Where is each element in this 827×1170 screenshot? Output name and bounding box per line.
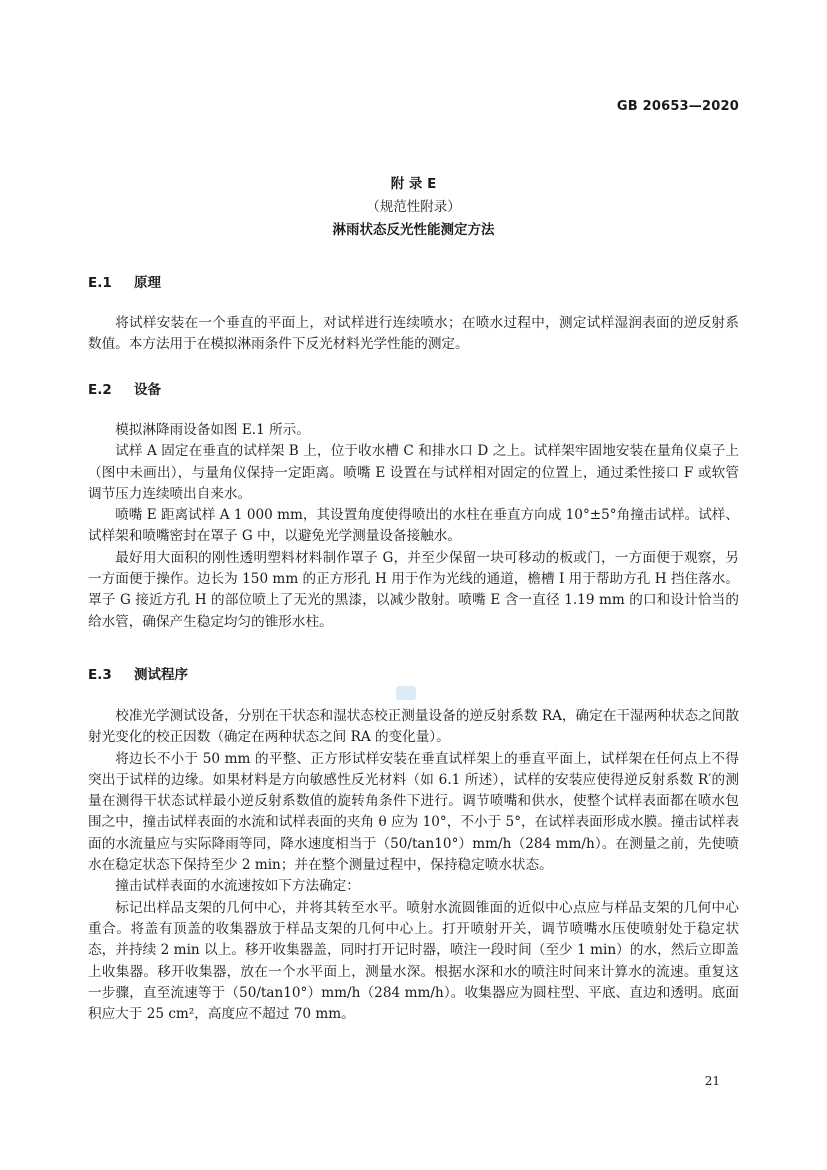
section-body-e1 [88, 313, 739, 356]
paragraph: 标记出样品支架的几何中心，并将其转至水平。喷射水流圆锥面的近似中心点应与样品支架的几何中心重合。将盖有顶盖的收集器放于样品支架的几何中心上。打开喷射开关，调节喷嘴水压使喷射处于稳定状态，并持续 2 min 以上。移开收集器盖，同时打开记时器，喷注一段时间（至少 1 min）的水，然后立即盖上收集器。移开收集器，放在一个水平面上，测量水深。根据水深和水的喷注时间来计算水的流速。重复这一步骤，直至流速等于（50/tan10°）mm/h（284 mm/h）。收集器应为圆柱型、平底、直边和透明。底面积应大于 25 cm²，高度应不超过 70 mm。 [88, 899, 739, 1023]
paragraph: 喷嘴 E 距离试样 A 1 000 mm，其设置角度使得喷出的水柱在垂直方向成 10°±5°角撞击试样。试样、试样架和喷嘴密封在罩子 G 中，以避免光学测量设备接触水。 [88, 507, 739, 545]
paragraph: 校准光学测试设备，分别在干状态和湿状态校正测量设备的逆反射系数 RA，确定在干湿两种状态之间散射光变化的校正因数（确定在两种状态之间 RA 的变化量）。 [88, 708, 739, 746]
section-title: 原理 [134, 275, 161, 291]
section-number: E.2 [88, 382, 112, 398]
paragraph: 试样 A 固定在垂直的试样架 B 上，位于收水槽 C 和排水口 D 之上。试样架牢固地安装在量角仪桌子上（图中未画出），与量角仪保持一定距离。喷嘴 E 设置在与试样相对固定的位置上，通过柔性接口 F 或软管调节压力连续喷出自来水。 [88, 443, 739, 502]
appendix-subtitle: （规范性附录） [366, 199, 461, 215]
watermark-mark [396, 686, 416, 700]
section-number: E.3 [88, 667, 112, 683]
section-heading-e3 [88, 663, 188, 683]
paragraph: 最好用大面积的刚性透明塑料材料制作罩子 G，并至少保留一块可移动的板或门，一方面便于观察，另一方面便于操作。边长为 150 mm 的正方形孔 H 用于作为光线的通道，檐槽 I 用于帮助方孔 H 挡住落水。罩子 G 接近方孔 H 的部位喷上了无光的黑漆，以减少散射。喷嘴 E 含一直径 1.19 mm 的口和设计恰当的给水管，确保产生稳定均匀的锥形水柱。 [88, 549, 739, 630]
paragraph: 将边长不小于 50 mm 的平整、正方形试样安装在垂直试样架上的垂直平面上，试样架在任何点上不得突出于试样的边缘。如果材料是方向敏感性反光材料（如 6.1 所述），试样的安装应使得逆反射系数 R′的测量在测得干状态试样最小逆反射系数值的旋转角条件下进行。调节喷嘴和供水，使整个试样表面都在喷水包围之中，撞击试样表面的水流和试样表面的夹角 θ 应为 10°，不小于 5°，在试样表面形成水膜。撞击试样表面的水流量应与实际降雨等同，降水速度相当于（50/tan10°）mm/h（284 mm/h）。在测量之前，先使喷水在稳定状态下保持至少 2 min；并在整个测量过程中，保持稳定喷水状态。 [88, 750, 739, 874]
appendix-title: 附 录 E [390, 176, 437, 192]
section-number: E.1 [88, 275, 112, 291]
paragraph: 撞击试样表面的水流速按如下方法确定： [115, 878, 360, 895]
section-title: 测试程序 [134, 667, 188, 683]
paragraph: 模拟淋降雨设备如图 E.1 所示。 [115, 422, 310, 438]
section-heading-e2 [88, 378, 161, 398]
section-body-e2 [88, 420, 739, 633]
standard-code: GB 20653—2020 [616, 99, 739, 114]
page-number: 21 [704, 1074, 720, 1088]
section-title: 设备 [134, 382, 161, 398]
appendix-name: 淋雨状态反光性能测定方法 [332, 222, 495, 238]
section-heading-e1 [88, 271, 161, 291]
paragraph: 将试样安装在一个垂直的平面上，对试样进行连续喷水；在喷水过程中，测定试样湿润表面的逆反射系数值。本方法用于在模拟淋雨条件下反光材料光学性能的测定。 [88, 315, 739, 353]
section-body-e3 [88, 706, 739, 1025]
